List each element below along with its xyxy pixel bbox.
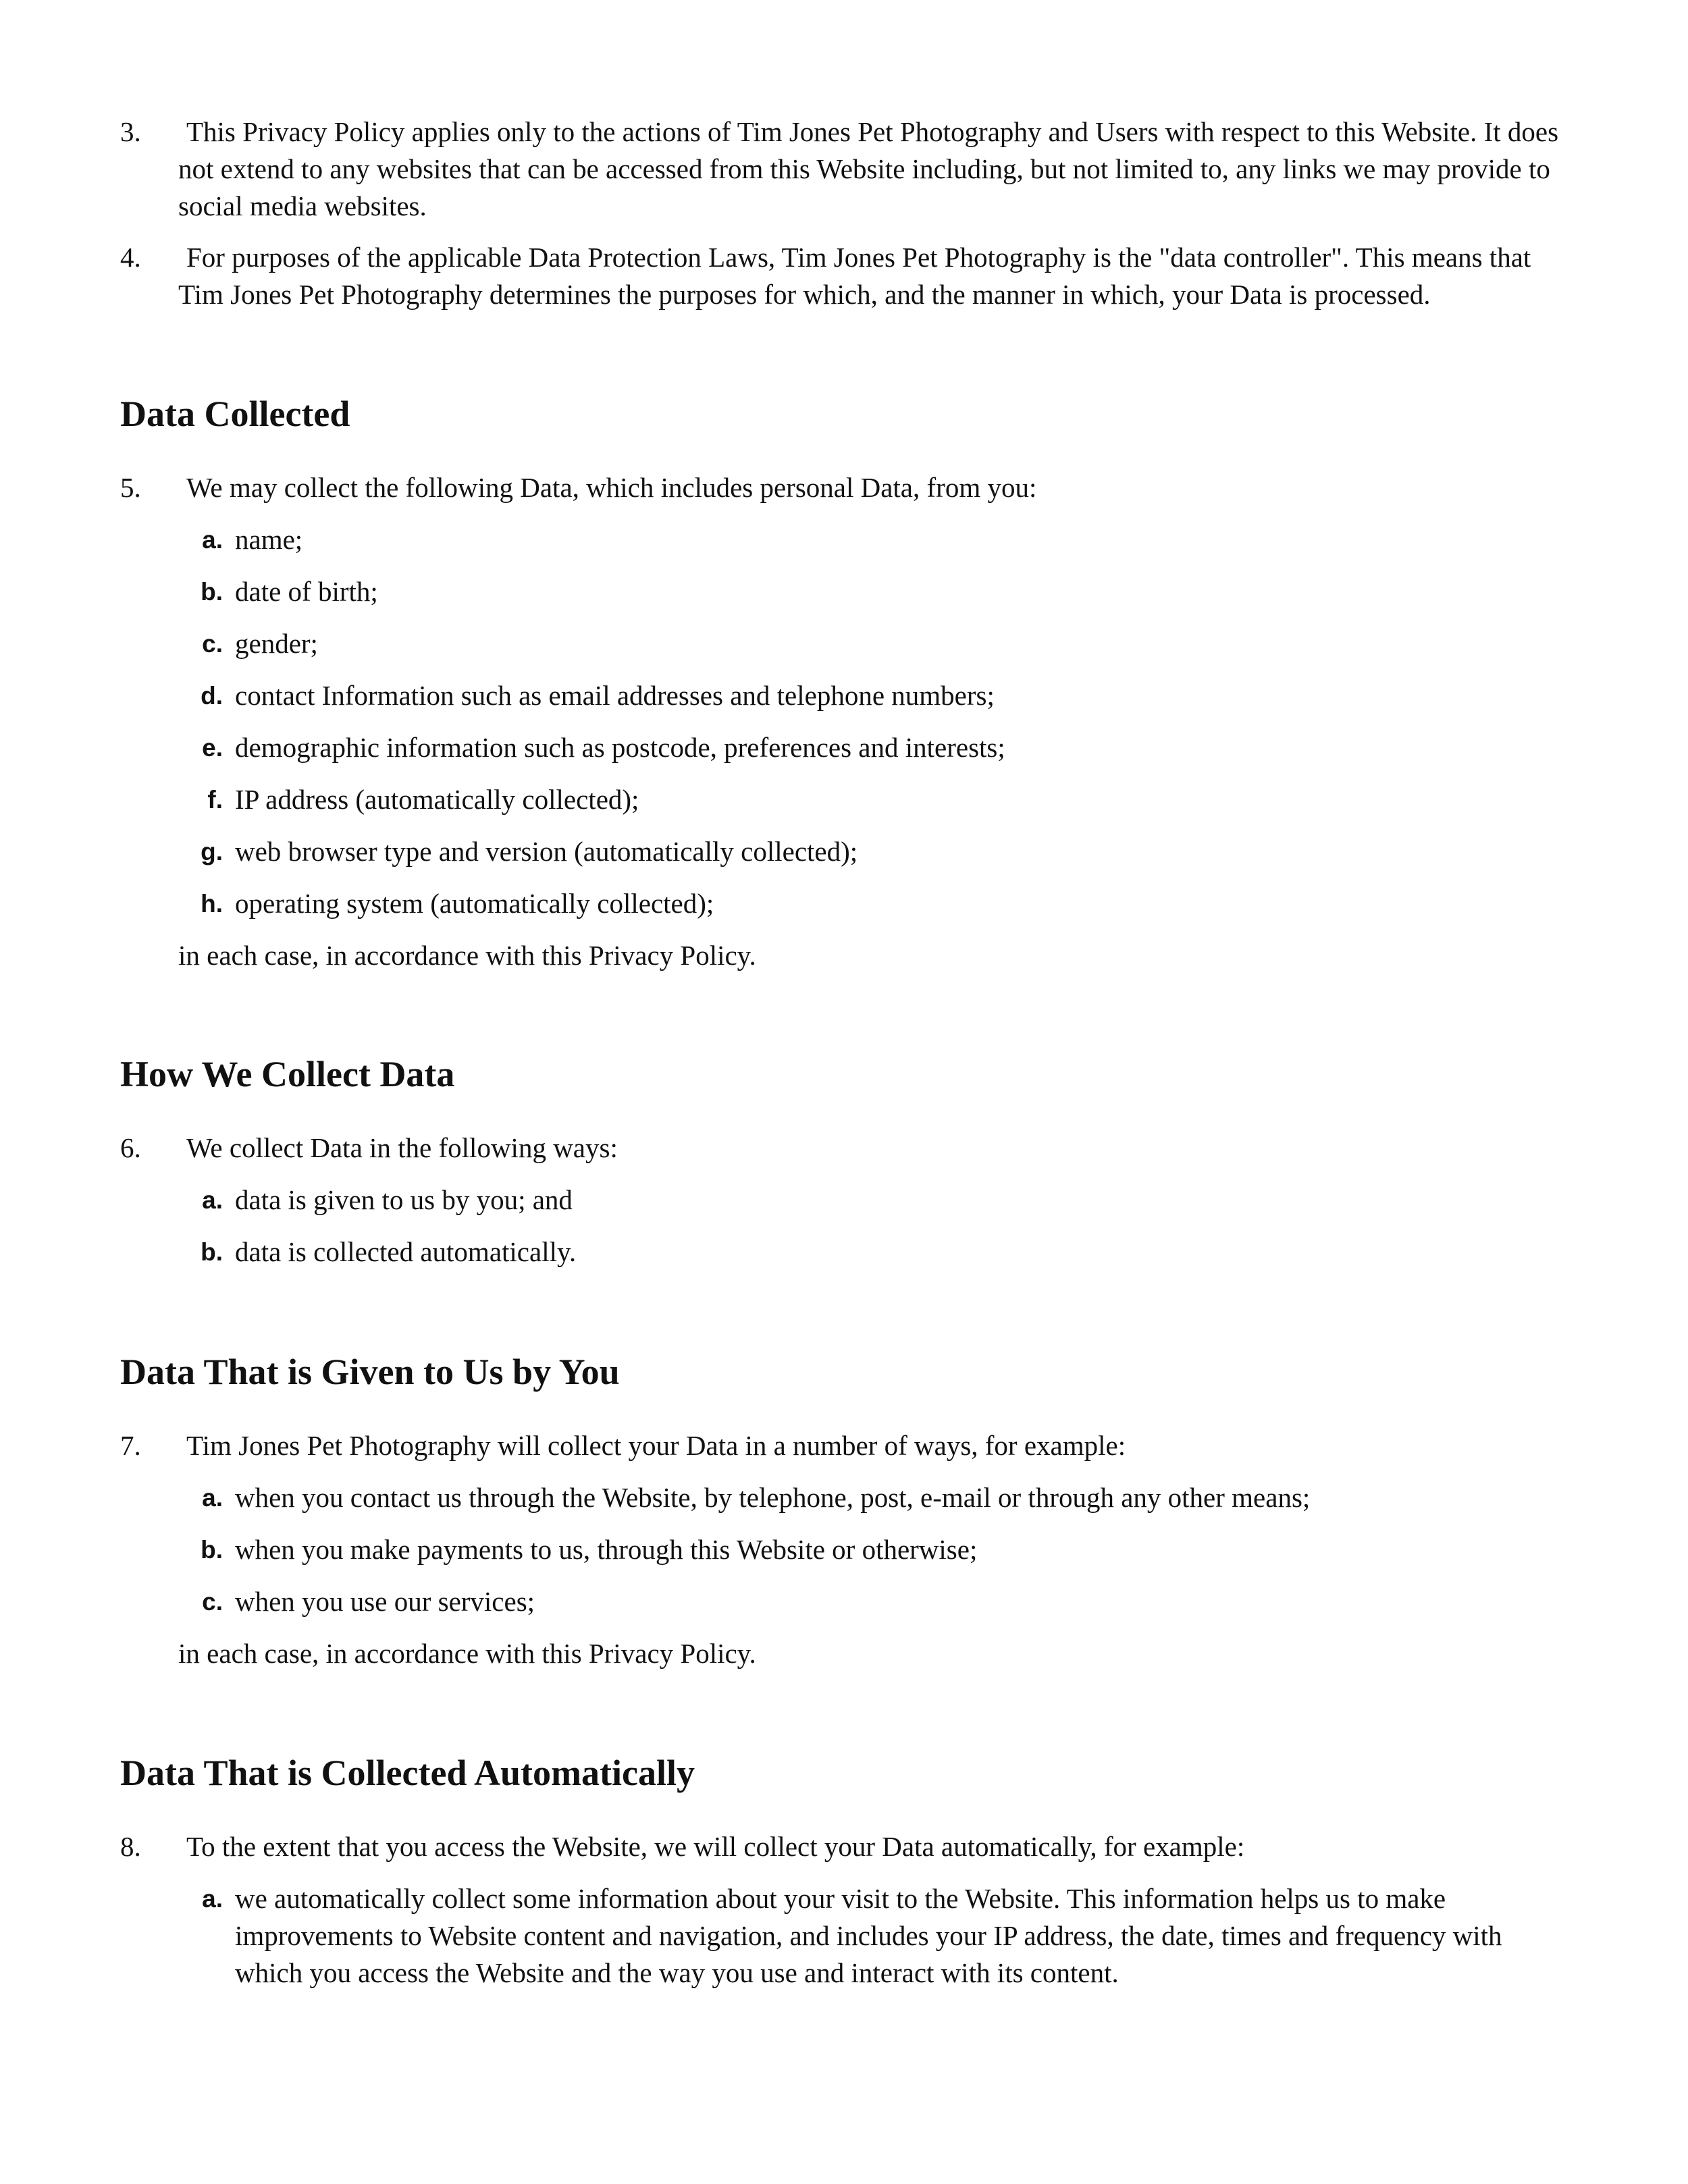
list-item-text: operating system (automatically collected); bbox=[235, 888, 714, 919]
list-item-text: when you contact us through the Website, by telephone, post, e-mail or through any other means; bbox=[235, 1482, 1311, 1513]
paragraph-4 bbox=[120, 239, 1565, 313]
list-item-text: name; bbox=[235, 524, 303, 555]
list-item-text: gender; bbox=[235, 628, 318, 659]
list-item-letter: c. bbox=[202, 1588, 223, 1616]
list-item bbox=[200, 1531, 1571, 1568]
paragraph-text: For purposes of the applicable Data Protection Laws, Tim Jones Pet Photography is the "data controller". This means that Tim Jones Pet Photography determines the purposes for which, and the manner in which, your Data is processed. bbox=[178, 242, 1531, 310]
list-item-text: demographic information such as postcode, preferences and interests; bbox=[235, 732, 1005, 763]
list-item bbox=[200, 521, 1571, 558]
list-item bbox=[200, 1233, 1571, 1271]
list-item-letter: b. bbox=[201, 1238, 223, 1266]
list-item-text: IP address (automatically collected); bbox=[235, 784, 639, 815]
paragraph-number: 8. bbox=[120, 1831, 141, 1862]
list-item-letter: c. bbox=[202, 630, 223, 658]
list-item bbox=[200, 677, 1571, 714]
heading-data-collected-automatically: Data That is Collected Automatically bbox=[120, 1753, 695, 1793]
paragraph-text: We may collect the following Data, which includes personal Data, from you: bbox=[186, 472, 1037, 503]
list-item-text: data is given to us by you; and bbox=[235, 1184, 573, 1215]
list-item-text: date of birth; bbox=[235, 576, 378, 607]
paragraph-text: We collect Data in the following ways: bbox=[186, 1132, 618, 1163]
list-item-letter: b. bbox=[201, 1536, 223, 1564]
list-item-letter: a. bbox=[202, 1186, 223, 1214]
paragraph-text: This Privacy Policy applies only to the actions of Tim Jones Pet Photography and Users with respect to this Website. It does not extend to any websites that can be accessed from this Website including, but not limited to, any links we may provide to social media websites. bbox=[178, 116, 1559, 221]
heading-data-given-by-you: Data That is Given to Us by You bbox=[120, 1352, 620, 1392]
paragraph-number: 7. bbox=[120, 1430, 141, 1461]
paragraph-number: 6. bbox=[120, 1132, 141, 1163]
heading-data-collected: Data Collected bbox=[120, 394, 350, 434]
list-item-letter: d. bbox=[201, 682, 223, 710]
list-item bbox=[200, 625, 1571, 662]
list-item-letter: a. bbox=[202, 526, 223, 554]
list-item-letter: f. bbox=[207, 786, 223, 814]
list-item bbox=[200, 885, 1571, 922]
list-item bbox=[200, 833, 1571, 870]
list-item-letter: g. bbox=[201, 838, 223, 865]
paragraph-5 bbox=[120, 469, 1565, 506]
list-item-text: when you make payments to us, through this Website or otherwise; bbox=[235, 1534, 978, 1565]
list-item-letter: b. bbox=[201, 578, 223, 606]
list-item bbox=[200, 1880, 1571, 1992]
list-item-text: web browser type and version (automatically collected); bbox=[235, 836, 858, 867]
list-item-letter: e. bbox=[202, 734, 223, 762]
heading-how-we-collect-data: How We Collect Data bbox=[120, 1054, 455, 1094]
paragraph-number: 5. bbox=[120, 472, 141, 503]
list-item-text: data is collected automatically. bbox=[235, 1236, 577, 1267]
list-item-letter: a. bbox=[202, 1484, 223, 1512]
list-item bbox=[200, 1181, 1571, 1219]
paragraph-number: 4. bbox=[120, 242, 141, 273]
list-item-letter: h. bbox=[201, 890, 223, 917]
closing-text: in each case, in accordance with this Privacy Policy. bbox=[178, 940, 756, 971]
list-item-text: we automatically collect some information about your visit to the Website. This information helps us to make improvements to Website content and navigation, and includes your IP address, the date, times and frequency with which you access the Website and the way you use and interact with its content. bbox=[235, 1883, 1502, 1988]
list-item-letter: a. bbox=[202, 1885, 223, 1913]
paragraph-3 bbox=[120, 113, 1565, 225]
paragraph-number: 3. bbox=[120, 116, 141, 147]
list-item bbox=[200, 1583, 1571, 1620]
paragraph-6 bbox=[120, 1129, 1565, 1167]
paragraph-7 bbox=[120, 1427, 1565, 1464]
paragraph-8 bbox=[120, 1828, 1565, 1865]
list-item bbox=[200, 781, 1571, 818]
paragraph-text: Tim Jones Pet Photography will collect your Data in a number of ways, for example: bbox=[186, 1430, 1126, 1461]
closing-text: in each case, in accordance with this Privacy Policy. bbox=[178, 1638, 756, 1669]
paragraph-text: To the extent that you access the Website, we will collect your Data automatically, for example: bbox=[186, 1831, 1245, 1862]
list-item bbox=[200, 573, 1571, 610]
list-item-text: when you use our services; bbox=[235, 1586, 535, 1617]
list-item bbox=[200, 729, 1571, 766]
list-item bbox=[200, 1479, 1571, 1516]
list-item-text: contact Information such as email addresses and telephone numbers; bbox=[235, 680, 995, 711]
